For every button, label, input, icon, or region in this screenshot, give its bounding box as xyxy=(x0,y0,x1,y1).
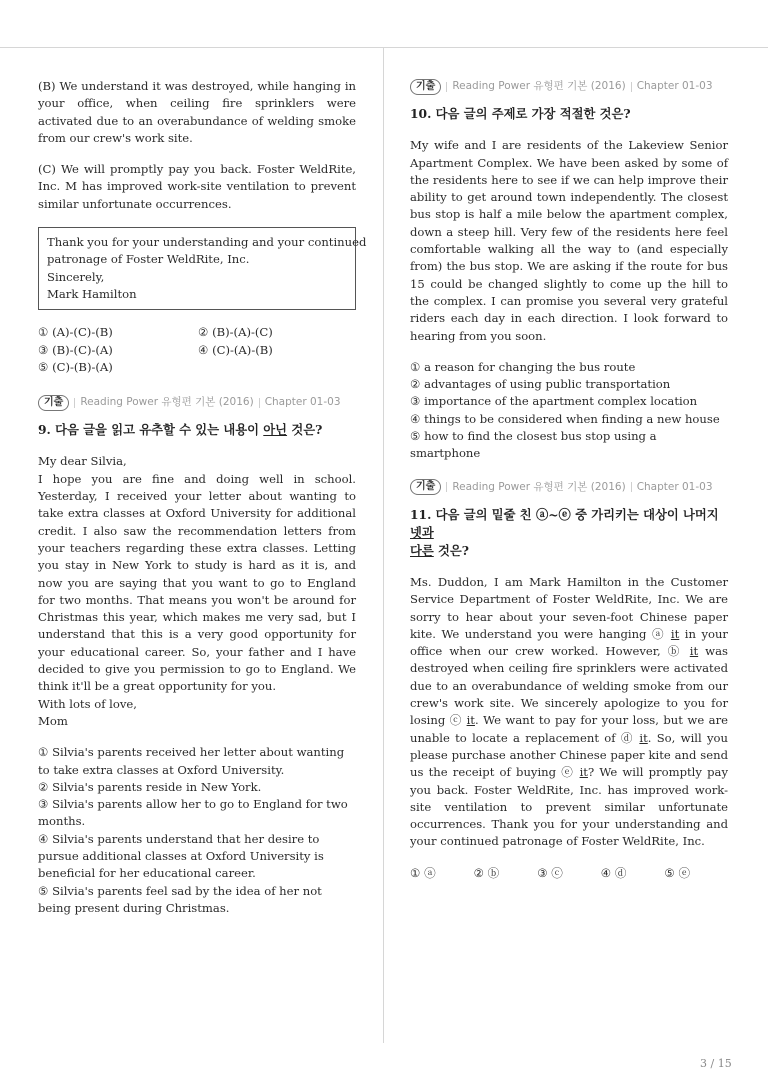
underlined-pronoun-a: it xyxy=(670,626,680,641)
option-1[interactable]: ① a reason for changing the bus route xyxy=(410,359,636,374)
passage-text: was destroyed when ceiling fire sprinklers were activated due to an overabundance of welding smoke from our crew's work site. We sincerely apologize to you for losing ⓒ xyxy=(410,644,728,728)
choice-2[interactable]: ② (B)-(A)-(C) xyxy=(198,325,273,340)
q11-title xyxy=(410,506,728,560)
q11-choices xyxy=(410,865,728,882)
passage-text: Ms. Duddon, I am Mark Hamilton in the Customer Service Department of Foster WeldRite, Inc. We are sorry to hear about your seven-foot Chinese paper kite. We understand you were hanging ⓐ xyxy=(410,574,728,641)
q9-options xyxy=(38,744,356,917)
left-column xyxy=(38,78,367,933)
divider xyxy=(74,398,75,408)
option-5[interactable]: ⑤ Silvia's parents feel sad by the idea of her not being present during Christmas. xyxy=(38,883,322,915)
title-underlined: 넷과 xyxy=(410,524,434,540)
exam-tag-badge: 기출 xyxy=(410,79,441,95)
q10-passage: My wife and I are residents of the Lakeview Senior Apartment Complex. We have been asked by some of the residents here to see if we can help improve their ability to get around town independently. The closest bus stop is half a mile below the apartment complex, down a steep hill. Very few of the residents here feel comfortable walking all the way to (and especially from) the bus stop. We are asking if the route for bus 15 could be changed slightly to come up the hill to the complex. I can promise you several very grateful riders each day in each direction. I look forward to hearing from you soon. xyxy=(410,138,728,343)
q8-choices xyxy=(38,324,356,376)
box-line: patronage of Foster WeldRite, Inc. xyxy=(47,252,250,267)
choice-1[interactable]: ① (A)-(C)-(B) xyxy=(38,325,113,340)
underlined-pronoun-e: it xyxy=(579,765,588,780)
option-2[interactable]: ② Silvia's parents reside in New York. xyxy=(38,779,262,794)
choice-2[interactable]: ② ⓑ xyxy=(473,865,500,880)
q9-source-line xyxy=(38,394,356,411)
divider xyxy=(631,482,632,492)
choice-5[interactable]: ⑤ ⓔ xyxy=(664,865,691,880)
underlined-pronoun-b: it xyxy=(689,644,699,659)
underlined-pronoun-c: it xyxy=(466,713,475,728)
box-line: Thank you for your understanding and your continued xyxy=(47,235,367,250)
source-chapter: Chapter 01-03 xyxy=(264,396,341,409)
letter-closing: With lots of love, xyxy=(38,696,137,711)
option-4[interactable]: ④ Silvia's parents understand that her desire to pursue additional classes at Oxford University is beneficial for her educational career. xyxy=(38,831,324,881)
q11-source-line xyxy=(410,479,728,496)
title-text: 11. 다음 글의 밑줄 친 ⓐ~ⓔ 중 가리키는 대상이 나머지 xyxy=(410,506,719,522)
divider xyxy=(446,482,447,492)
letter-greeting: My dear Silvia, xyxy=(38,454,127,469)
choice-3[interactable]: ③ ⓒ xyxy=(537,865,563,880)
q8-closing-box xyxy=(38,227,367,310)
source-chapter: Chapter 01-03 xyxy=(636,80,713,92)
q8-paragraph-c: (C) We will promptly pay you back. Foster WeldRite, Inc. M has improved work-site ventilation to prevent similar unfortunate occurrences. xyxy=(38,162,356,211)
source-chapter: Chapter 01-03 xyxy=(636,480,713,493)
q10-title: 10. 다음 글의 주제로 가장 적절한 것은? xyxy=(410,106,631,122)
option-3[interactable]: ③ importance of the apartment complex location xyxy=(410,394,698,409)
q10-options xyxy=(410,359,728,463)
divider xyxy=(631,82,632,92)
source-title: Reading Power 유형편 기본 (2016) xyxy=(452,80,626,92)
source-title: Reading Power 유형편 기본 (2016) xyxy=(452,480,626,493)
page-number: 3 / 15 xyxy=(700,1057,732,1070)
title-underlined: 아닌 xyxy=(263,422,288,438)
choice-4[interactable]: ④ (C)-(A)-(B) xyxy=(198,342,273,357)
q11-passage xyxy=(410,574,728,851)
choice-5[interactable]: ⑤ (C)-(B)-(A) xyxy=(38,359,113,374)
title-underlined: 다른 xyxy=(410,542,434,558)
choice-3[interactable]: ③ (B)-(C)-(A) xyxy=(38,342,113,357)
option-5[interactable]: ⑤ how to find the closest bus stop using a smartphone xyxy=(410,429,657,461)
option-3[interactable]: ③ Silvia's parents allow her to go to England for two months. xyxy=(38,797,348,829)
q8-paragraph-b: (B) We understand it was destroyed, while hanging in your office, when ceiling fire sprinklers were activated due to an overabundance of welding smoke from our crew's work site. xyxy=(38,79,356,145)
divider xyxy=(259,398,260,408)
passage-text: ? We will promptly pay you back. Foster WeldRite, Inc. has improved work-site ventilation to prevent similar unfortunate occurrences. Thank you for your understanding and your continued patronage of Foster WeldRite, Inc. xyxy=(410,765,728,849)
box-line: Sincerely, xyxy=(47,269,105,284)
box-line: Mark Hamilton xyxy=(47,286,137,301)
option-4[interactable]: ④ things to be considered when finding a new house xyxy=(410,411,720,426)
q10-source-line xyxy=(410,78,728,95)
title-text: 9. 다음 글을 읽고 유추할 수 있는 내용이 xyxy=(38,422,264,438)
option-1[interactable]: ① Silvia's parents received her letter about wanting to take extra classes at Oxford University. xyxy=(38,745,345,777)
title-text: 것은? xyxy=(287,422,323,438)
underlined-pronoun-d: it xyxy=(639,730,648,745)
column-divider xyxy=(383,48,384,1043)
choice-4[interactable]: ④ ⓓ xyxy=(600,865,627,880)
header-divider xyxy=(0,47,768,48)
option-2[interactable]: ② advantages of using public transportation xyxy=(410,377,671,392)
letter-signature: Mom xyxy=(38,713,68,728)
exam-tag-badge: 기출 xyxy=(410,479,441,495)
source-title: Reading Power 유형편 기본 (2016) xyxy=(80,396,254,409)
passage-text: in your office when our crew worked. However, ⓑ xyxy=(410,626,728,659)
q9-title xyxy=(38,421,356,439)
title-text: 것은? xyxy=(433,542,470,558)
letter-body: I hope you are fine and doing well in school. Yesterday, I received your letter about wanting to take extra classes at Oxford University for additional credit. I also saw the recommendation letters from your teachers regarding these extra classes. Letting you stay in New York to study is hard as it is, and now you are saying that you want to go to England for two months. That means you won't be around for Christmas this year, which makes me very sad, but I understand that this is a very good opportunity for your educational career. So, your father and I have decided to give you permission to go to England. We think it'll be a great opportunity for you. xyxy=(38,471,356,694)
passage-text: . So, will you please purchase another Chinese paper kite and send us the receipt of buying ⓔ xyxy=(410,730,728,780)
q9-letter xyxy=(38,453,356,730)
exam-tag-badge: 기출 xyxy=(38,395,69,411)
choice-1[interactable]: ① ⓐ xyxy=(410,865,436,880)
passage-text: . We want to pay for your loss, but we are unable to locate a replacement of ⓓ xyxy=(410,713,728,745)
divider xyxy=(446,82,447,92)
right-column xyxy=(410,78,728,882)
